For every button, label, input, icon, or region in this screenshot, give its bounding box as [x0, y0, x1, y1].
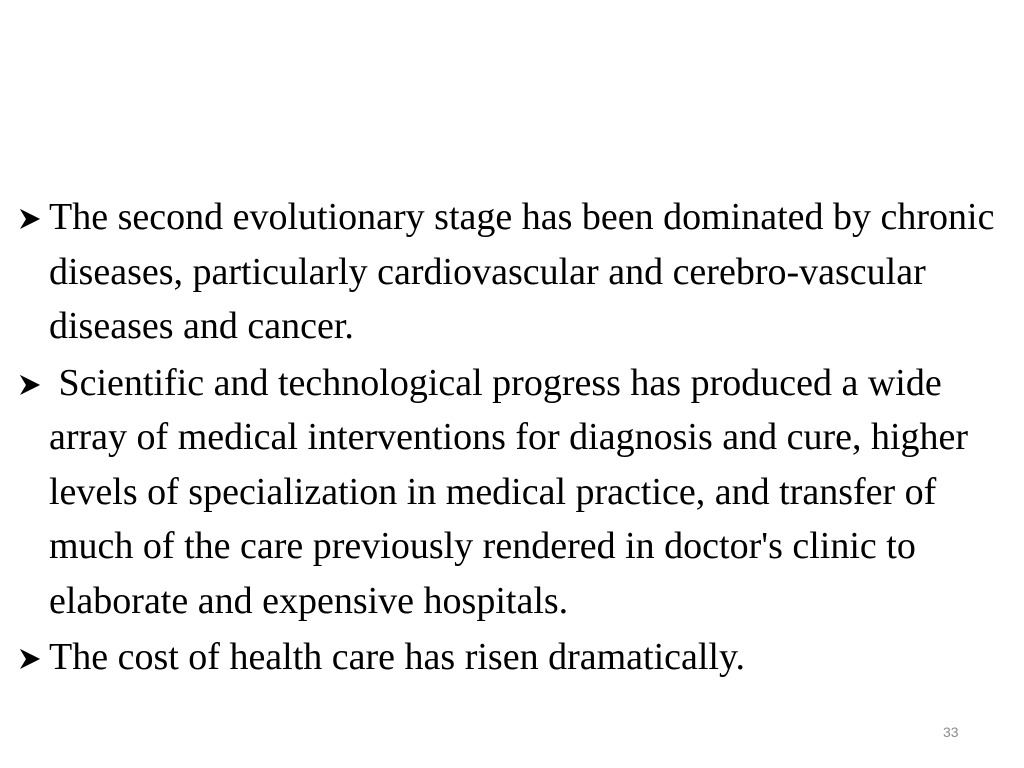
- bullet-item: [18, 190, 1008, 354]
- bullet-text: The second evolutionary stage has been dominated by chronic diseases, particularly cardiovascular and cerebro-vascular diseases and cancer.: [49, 196, 995, 347]
- bullet-item: [18, 356, 1008, 629]
- arrow-bullet-icon: [18, 648, 42, 670]
- bullet-list: [18, 190, 1008, 687]
- page-number: 33: [943, 724, 959, 740]
- bullet-item: [18, 630, 1008, 685]
- arrow-bullet-icon: [18, 208, 42, 230]
- arrow-bullet-icon: [18, 374, 42, 396]
- bullet-text: The cost of health care has risen dramatically.: [49, 636, 746, 678]
- bullet-text: Scientific and technological progress has produced a wide array of medical interventions for diagnosis and cure, higher levels of specialization in medical practice, and transfer of much of the care previously rendered in doctor's clinic to elaborate and expensive hospitals.: [49, 361, 978, 622]
